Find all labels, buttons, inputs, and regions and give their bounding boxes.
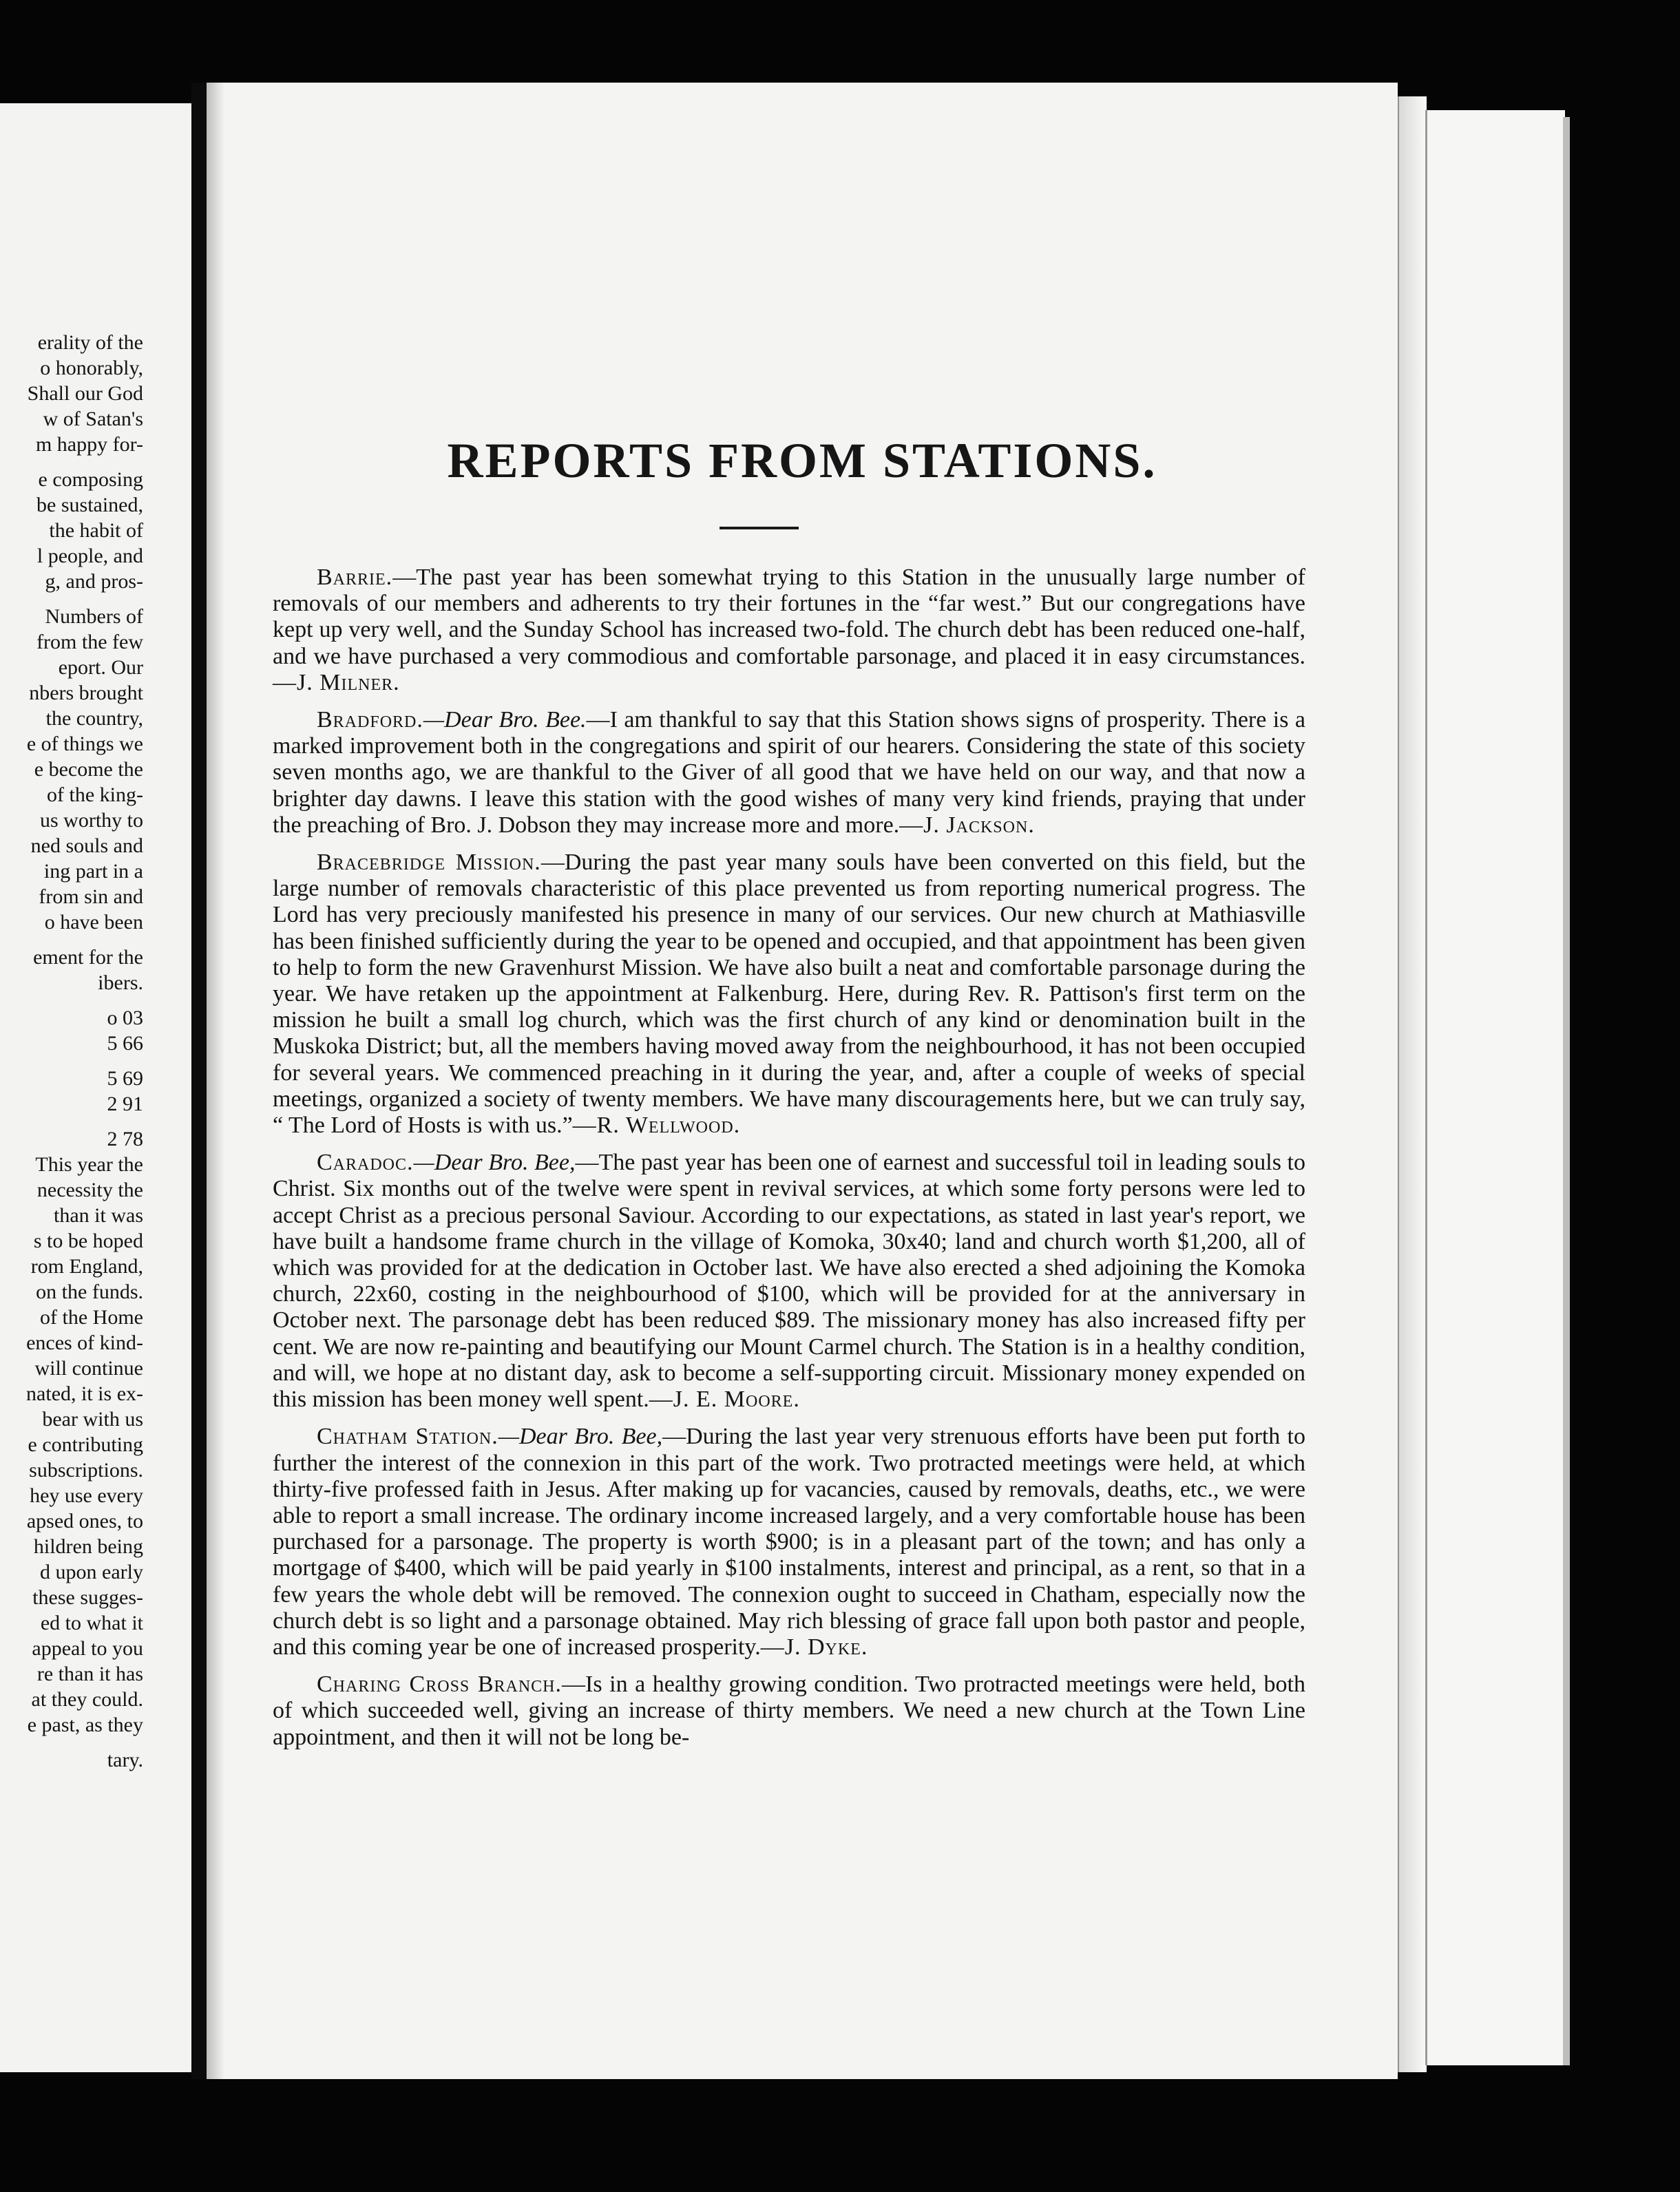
- report-text: —Is in a healthy growing condition. Two protracted meetings were held, both of which succeeded well, giving an increase of thirty members. We need a new church at the Town Line appointment, and then it will not be long be-: [273, 1672, 1305, 1750]
- left-page-line: tary.: [107, 1749, 143, 1771]
- station-report: [273, 565, 1305, 696]
- left-page-line: necessity the: [36, 1179, 143, 1201]
- report-signature: —J. Dyke.: [760, 1634, 868, 1660]
- left-page-line: ibers.: [98, 971, 143, 994]
- report-text: —During the past year many souls have been converted on this field, but the large number of removals characteristic of this place prevented us from reporting numerical progress. The Lord has very preciously manifested his presence in many of our services. Our new church at Mathiasville has been finished sufficiently during the year to be opened and occupied, and that appointment has been given to help to form the new Gravenhurst Mission. We have also built a neat and comfortable parsonage during the year. We have retaken up the appointment at Falkenburg. Here, during Rev. R. Pattison's first term on the mission he built a small log church, which was the first church of any kind or denomination built in the Muskoka District; but, all the members having moved away from the neighbourhood, it has not been occupied for several years. We commenced preaching in it during the year, and, after a couple of weeks of special meetings, organized a society of twenty members. We have many discouragements here, but we can truly say, “ The Lord of Hosts is with us.”: [273, 850, 1305, 1139]
- station-report: [273, 1672, 1305, 1751]
- left-page-line: re than it has: [36, 1663, 143, 1685]
- left-page-line: nated, it is ex-: [26, 1382, 143, 1405]
- book-cover-edge: [1425, 110, 1565, 2065]
- left-page-line: l people, and: [36, 545, 143, 567]
- left-page-line: 2 78: [107, 1128, 143, 1150]
- station-report: [273, 850, 1305, 1139]
- left-page-line: from the few: [36, 631, 143, 653]
- left-page-line: e become the: [34, 758, 143, 781]
- title-divider: [720, 527, 799, 529]
- report-signature: —J. Milner.: [273, 669, 400, 695]
- station-report: [273, 1424, 1305, 1661]
- book-gutter: [191, 83, 207, 2079]
- left-page-line: m happy for-: [35, 433, 143, 456]
- left-page-line: subscriptions.: [29, 1459, 143, 1482]
- left-page-line: d upon early: [40, 1561, 143, 1583]
- left-page-line: ned souls and: [30, 834, 143, 857]
- report-text: —During the last year very strenuous efforts have been put forth to further the interest of the connexion in this part of the work. Two protracted meetings were held, at which thirty-five professed faith in Jesus. After making up for vacancies, caused by removals, deaths, etc., we were able to report a small increase. The ordinary income increased largely, and a very comfortable house has been purchased for a parsonage. The property is worth $900; is in a pleasant part of the town; and has only a mortgage of $400, which will be paid yearly in $100 instalments, interest and principal, as a rent, so that in a few years the whole debt will be removed. The connexion ought to succeed in Chatham, especially now the church debt is so light and a parsonage obtained. May rich blessing of grace fall upon both pastor and people, and this coming year be one of increased prosperity.: [273, 1424, 1305, 1660]
- left-page-line: on the funds.: [36, 1281, 143, 1303]
- report-signature: —R. Wellwood.: [572, 1113, 741, 1139]
- left-page-line: bear with us: [42, 1408, 143, 1431]
- station-name: Caradoc.: [317, 1150, 414, 1176]
- gutter-shadow: [207, 83, 224, 2079]
- report-text: —The past year has been one of earnest and successful toil in leading souls to Christ. Six months out of the twelve were spent in revival services, at which some forty persons were led to accept Christ as a precious personal Saviour. According to our expectations, as stated in last year's report, we have built a handsome frame church in the village of Komoka, 30x40; land and church worth $1,200, all of which was provided for at the dedication in October last. We have also erected a shed adjoining the Komoka church, 22x60, costing in the neighbourhood of $100, which will be provided for at the anniversary in October next. The parsonage debt has been reduced $89. The missionary money has also increased fifty per cent. We are now re-painting and beautifying our Mount Carmel church. The Station is in a healthy condition, and will, we hope at no distant day, ask to become a self-supporting circuit. Missionary money expended on this mission has been money well spent.: [273, 1150, 1305, 1413]
- station-name: Bracebridge Mission.: [317, 850, 541, 876]
- left-page-line: 5 69: [107, 1067, 143, 1090]
- station-name: Charing Cross Branch.: [317, 1672, 563, 1698]
- left-page-line: ing part in a: [43, 860, 143, 883]
- left-page-line: e composing: [38, 468, 143, 491]
- left-page-line: the habit of: [49, 519, 143, 542]
- left-page-line: rom England,: [30, 1255, 143, 1278]
- left-page-line: the country,: [45, 707, 143, 730]
- left-page-line: of the Home: [40, 1306, 143, 1329]
- left-page-line: hildren being: [33, 1535, 143, 1558]
- report-signature: —J. E. Moore.: [649, 1387, 800, 1413]
- station-name: Bradford.: [317, 707, 423, 733]
- left-page-line: hey use every: [30, 1484, 143, 1507]
- left-page-line: will continue: [34, 1357, 143, 1380]
- left-page-line: than it was: [54, 1204, 143, 1227]
- salutation: —Dear Bro. Bee.: [423, 707, 587, 733]
- left-page-line: w of Satan's: [43, 408, 143, 430]
- left-page-line: 5 66: [107, 1032, 143, 1055]
- left-page-line: o 03: [107, 1007, 143, 1029]
- left-page-line: eport. Our: [58, 656, 143, 679]
- left-page-line: these sugges-: [32, 1586, 143, 1609]
- left-page-line: e past, as they: [27, 1714, 143, 1736]
- left-page-line: e contributing: [28, 1433, 143, 1456]
- report-text: —I am thankful to say that this Station shows signs of prosperity. There is a marked improvement both in the congregations and spirit of our hearers. Considering the state of this society seven months ago, we are thankful to the Giver of all good that we have held on our way, and that now a brighter day dawns. I leave this station with the good wishes of many very kind friends, praying that under the preaching of Bro. J. Dobson they may increase more and more.: [273, 707, 1305, 838]
- cover-border: [1563, 117, 1570, 2065]
- report-text: —The past year has been somewhat trying to this Station in the unusually large number of removals of our members and adherents to try their fortunes in the “far west.” But our congregations have kept up very well, and the Sunday School has increased two-fold. The church debt has been reduced one-half, and we have purchased a very commodious and comfortable parsonage, and placed it in easy circumstances.: [273, 565, 1305, 669]
- left-page-line: apsed ones, to: [26, 1510, 143, 1532]
- left-page-line: at they could.: [31, 1688, 143, 1711]
- station-name: Chatham Station.: [317, 1424, 498, 1450]
- left-page-line: be sustained,: [36, 494, 143, 516]
- left-page-line: o honorably,: [40, 357, 143, 379]
- left-page-line: from sin and: [39, 885, 143, 908]
- left-page-line: e of things we: [26, 733, 143, 755]
- left-page-line: appeal to you: [32, 1637, 143, 1660]
- reports-body: [273, 565, 1305, 1762]
- left-page-line: us worthy to: [40, 809, 143, 832]
- left-page-line: g, and pros-: [45, 570, 143, 593]
- left-page-line: nbers brought: [29, 682, 143, 704]
- station-report: [273, 1150, 1305, 1413]
- page-edge: [1398, 96, 1427, 2072]
- left-page-line: This year the: [35, 1153, 143, 1176]
- left-page-line: ed to what it: [40, 1612, 143, 1634]
- salutation: —Dear Bro. Bee,: [498, 1424, 663, 1450]
- left-page-line: of the king-: [47, 783, 143, 806]
- station-report: [273, 707, 1305, 839]
- left-page-line: ences of kind-: [26, 1331, 143, 1354]
- page-title: REPORTS FROM STATIONS.: [447, 433, 1157, 488]
- left-page-line: Shall our God: [27, 382, 143, 405]
- report-signature: —J. Jackson.: [899, 812, 1035, 838]
- left-page-line: ement for the: [33, 946, 143, 969]
- left-page-line: 2 91: [107, 1093, 143, 1115]
- previous-page-fragment: [0, 103, 191, 2072]
- left-page-line: o have been: [44, 911, 143, 934]
- salutation: —Dear Bro. Bee,: [413, 1150, 576, 1176]
- station-name: Barrie.: [317, 565, 393, 590]
- left-page-line: erality of the: [37, 331, 143, 354]
- reports-page: [207, 83, 1398, 2079]
- left-page-line: Numbers of: [45, 605, 143, 628]
- left-page-line: s to be hoped: [33, 1230, 143, 1252]
